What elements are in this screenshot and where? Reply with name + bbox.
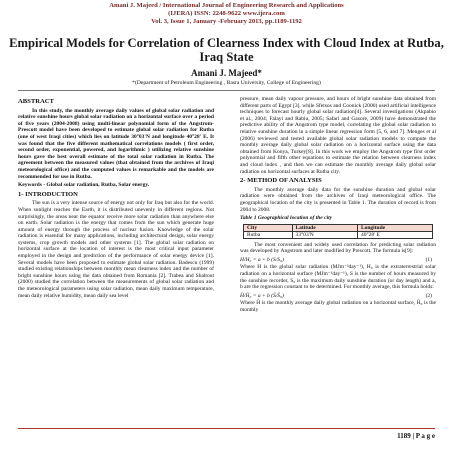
author-name: Amani J. Majeed* — [191, 68, 262, 78]
equation-1 — [240, 257, 436, 264]
table-header-cell: City — [244, 224, 293, 231]
header-rule — [18, 90, 435, 91]
introduction-heading: 1- INTRODUCTION — [18, 190, 78, 198]
equation-2-body: H̄/H̄₀ = a + b (S̄/S̄₀) — [240, 292, 284, 299]
equation-2 — [240, 293, 436, 300]
table-header-cell: Longitude — [357, 224, 432, 231]
equation-2-number: (2) — [425, 292, 432, 299]
table-caption: Table 1 Geographical location of the city — [240, 215, 333, 222]
right-column — [240, 96, 436, 316]
keywords: Keywords - Global solar radiation, Rutba, Solar energy. — [18, 182, 150, 189]
table-row — [244, 231, 433, 238]
author-affiliation: *(Department of Petroleum Engineering , Basra University, College of Engineering) — [132, 80, 321, 86]
journal-header-line1: Amani J. Majeed / International Journal of Engineering Research and Applications — [109, 2, 344, 9]
table-cell: 33°03'N — [292, 231, 357, 238]
equation-1-number: (1) — [425, 256, 432, 263]
left-column — [18, 96, 214, 301]
table-header-cell: Latitude — [292, 224, 357, 231]
monthly-explanation: Where H̄ is the monthly average daily global radiation on a horizontal surface, H̄₀ is the monthly — [240, 300, 436, 314]
paper-title: Empirical Models for Correlation of Clearness Index with Cloud Index at Rutba, Iraq State — [9, 36, 444, 64]
table-cell: 40°28' E — [357, 231, 432, 238]
methods-heading: 2- METHOD OF ANALYSIS — [240, 177, 322, 185]
page-number: 1189 | P a g e — [397, 432, 435, 440]
footer-rule — [18, 428, 435, 429]
formula-intro: The most convenient and widely used correlation for predicting solar radiation was developed by Angstrom and later modified by Prescott. The formula is[9]: — [240, 241, 436, 255]
equation-1-body: H/H₀ = a + b (S/S₀) — [240, 256, 284, 263]
abstract-text: In this study, the monthly average daily values of global solar radiation and relative sunshine hours global solar radiation on a horizontal surface over a period of five years (2004-2008) using multi-linear polynomial form of the Angstrom-Prescott model have been developed to estimate global solar radiation for Rutba (one of west Iraqi cities) which lies on latitude 30°03'N and longitude 40°28' E. It was found that the five different mathematical correlations models ( first order, second order, exponential, powered, and logarithmic ) utilizing relative sunshine hours gave the best overall estimate of the total solar radiation in Rutba. The agreement between the measured values (that obtained from the archives of Iraqi meteorological office) and the computed values is remarkable and the models are recommended for use in Rutba. — [18, 107, 214, 180]
methods-paragraph: The monthly average daily data for the sunshine duration and global solar radiation were obtained from the archives of Iraqi meteorological office. The geographical location of the city is presented in Table 1. The duration of record is from 2004 to 2008. — [240, 186, 436, 213]
formula-explanation: Where H is the global solar radiation (MJm⁻²day⁻¹), H₀ is the extraterrestrial solar radiation on a horizontal surface (MJm⁻²day⁻¹), S is the number of hours measured by the sunshine recorder, S₀ is the maximum daily sunshine duration (or day length) and a, b are the regression constant to be determined. For monthly average, this formula holds: — [240, 264, 436, 291]
table-header-row — [244, 224, 433, 231]
abstract-heading: ABSTRACT — [18, 98, 54, 105]
journal-header-line2: (IJERA) ISSN: 2248-9622 www.ijera.com — [168, 10, 285, 17]
introduction-text: The sun is a very intense source of energy not only for Iraq but also for the world. When sunlight reaches the Earth, it is distributed unevenly in different regions. Not surprisingly, the areas near the equator receive more solar radiation than anywhere else on earth. Solar radiation is the energy that comes from the sun which generate huge amount of energy through the process of nuclear fusion. Knowledge of the solar radiation is essential for many applications, including architectural design, solar energy systems, crop growth models and other systems [1]. The global solar radiation on horizontal surface at the location of interest is the most critical input parameter employed in the design and prediction of the performance of solar energy device [1]. Several models have been proposed to estimate global solar radiation. Badescu (1999) studied existing relationships between monthly mean clearness index and the number of bright sunshine hours using the data obtained from Romania [2]. Trabea and Shaltout (2000) studied the correlation between the measurements of global solar radiation and the meteorological parameters using solar radiation, mean daily maximum temperature, mean daily relative humidity, mean daily sea level — [18, 200, 214, 299]
table-cell: Rutba — [244, 231, 293, 238]
location-table — [243, 224, 433, 239]
journal-header-line3: Vol. 3, Issue 1, January -February 2013, pp.1189-1192 — [151, 18, 302, 25]
right-paragraph-1: pressure, mean daily vapour pressure, and hours of bright sunshine data obtained from different parts of Egypt [3]. while Sfetsos and Coonick (2000) used artificial intelligence techniques to forecast hourly global solar radiation[4]. Several investigations (Akpabio et al., 2004; Falayi and Rabiu, 2005; Safari and Gasore, 2009) have demonstrated the predictive ability of the Angstrom type model, correlating the global solar radiation to relative sunshine duration in a simple linear regression form [5, 6, and 7]. Menges et al (2006) reviewed and tested available global solar radiation models to compute the monthly average daily global solar radiation on a horizontal surface using the data obtained from Konya, Turkey[8]. In this work we employ the Angstrom type first order polynomial and fifth other equations to estimate the relation between clearness index and cloud index , and then we can estimate the monthly average daily global solar radiation on horizontal surfaces at Rutba city. — [240, 96, 436, 175]
